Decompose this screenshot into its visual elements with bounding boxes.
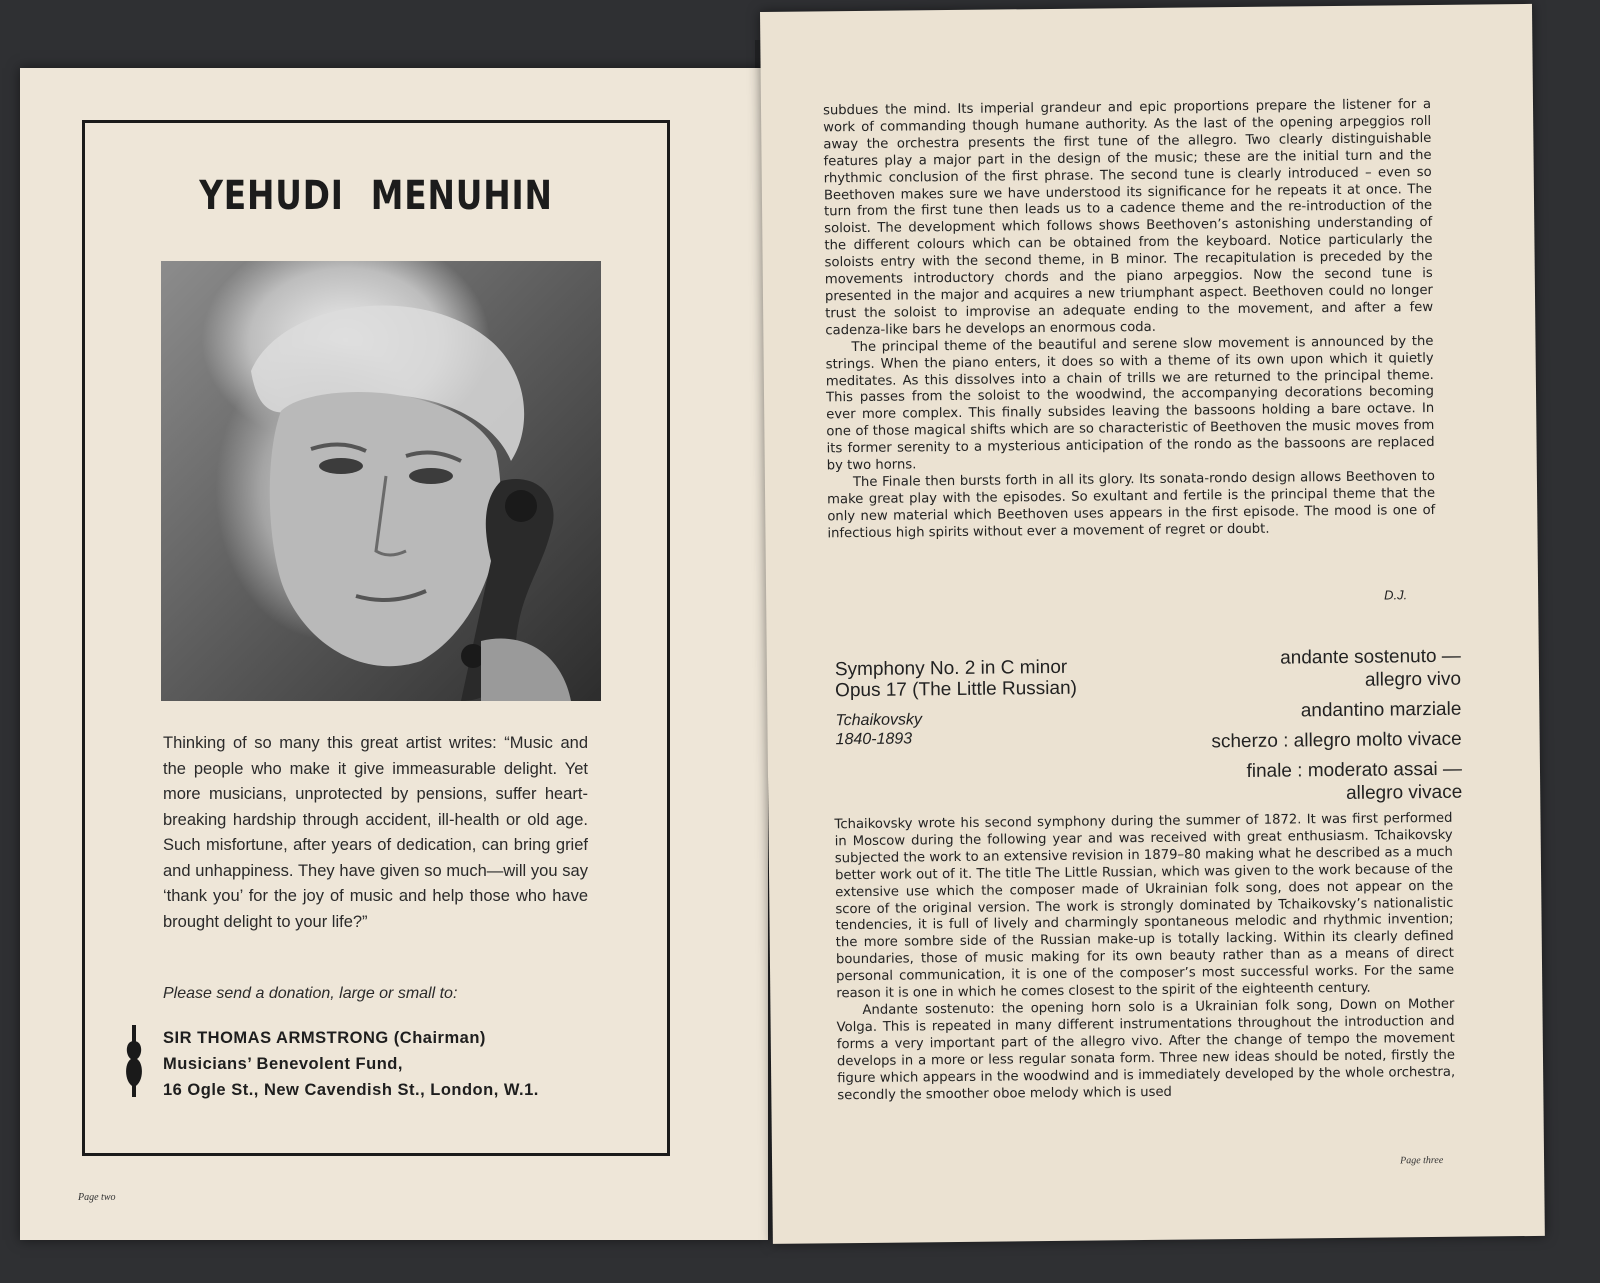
- beethoven-paragraph-2: The principal theme of the beautiful and serene slow movement is announced by the strings. When the piano enters, it does so with a theme of its own upon which it quietly meditates. As this dissolves into a chain of trills we are returned to the principal theme. This passes from the soloist to the woodwind, the accompanying decorations becoming ever more complex. This finally subsides leaving the bassoons holding a bare octave. In one of those magical shifts which are so characteristic of Beethoven the music moves from its former serenity to a mysterious anticipation of the rondo as the bassoons are replaced by two horns.: [825, 333, 1435, 474]
- address-line-3: 16 Ogle St., New Cavendish St., London, W.1.: [163, 1081, 539, 1099]
- movement-2: andantino marziale: [1300, 698, 1462, 722]
- violin-icon: [123, 1025, 145, 1097]
- movement-4b: allegro vivace: [1345, 781, 1463, 804]
- donation-request: Please send a donation, large or small to:: [163, 985, 458, 1002]
- composer-dates: 1840-1893: [835, 730, 913, 749]
- left-page: [20, 68, 768, 1240]
- tchaikovsky-paragraph-2: Andante sostenuto: the opening horn solo is a Ukrainian folk song, Down on Mother Volga. This is repeated in many different instrumentations throughout the introduction and forms a very important part of the allegro vivo. After the change of tempo the movement develops in a more or less regular sonata form. Three new ideas should be noted, firstly the figure which appears in the woodwind and is immediately developed by the whole orchestra, secondly the smoother oboe melody which is used: [836, 996, 1456, 1103]
- movement-3: scherzo : allegro molto vivace: [1211, 728, 1462, 753]
- work-title-line-2: Opus 17 (The Little Russian): [835, 677, 1078, 702]
- menuhin-portrait-photo: [161, 261, 601, 701]
- page-number-left: Page two: [78, 1192, 116, 1203]
- charity-advertisement: [82, 120, 670, 1156]
- appeal-text: Thinking of so many this great artist writes: “Music and the people who make it give immeasurable delight. Yet more musicians, unprotected by pensions, suffer heart-breaking hardship through accident, ill-health or old age. Such misfortune, after years of dedication, can bring grief and unhappiness. They have given so much—will you say ‘thank you’ for the joy of music and help those who have brought delight to your life?”: [163, 734, 588, 931]
- movement-list: [1210, 645, 1462, 807]
- address-line-1: SIR THOMAS ARMSTRONG (Chairman): [163, 1029, 486, 1047]
- beethoven-paragraph-1: subdues the mind. Its imperial grandeur and epic proportions prepare the listener for a work of commanding though humane authority. As the last of the opening arpeggios roll away the orchestra presents the first tune of the allegro. Two clearly distinguishable features play a major part in the design of the music; these are the initial turn and the rhythmic conclusion of the first phrase. The second tune is clearly introduced – even so Beethoven makes sure we have understood its significance for he repeats it at once. The turn from the first tune then leads us to a cadence theme and the re-introduction of the soloist. The development which follows shows Beethoven’s astonishing understanding of the different colours which can be obtained from the keyboard. Notice particularly the soloists entry with the second theme, in B minor. The recapitulation is preceded by the movements introductory chords and the piano arpeggios. Now the second tune is presented in the major and acquires a new triumphant aspect. Beethoven could no longer trust the soloist to improvise an adequate ending to the movement, and after a few cadenza-like bars he develops an enormous coda.: [822, 96, 1434, 339]
- tchaikovsky-paragraph-1: Tchaikovsky wrote his second symphony during the summer of 1872. It was first performed in Moscow during the following year and was received with great enthusiasm. Tchaikovsky subjected the work to an extensive revision in 1879–80 making what he described as a much better work out of it. The title The Little Russian, which was given to the work because of the extensive use which the composer made of Ukrainian folk song, does not appear on the score of the original version. The work is strongly dominated by Tchaikovsky’s nationalistic tendencies, it is full of lively and charmingly spontaneous melodic and rhythmic invention; the more sombre side of the Russian make-up is totally lacking. Within its clearly defined boundaries, those of music making for its own beauty rather than as a means of direct personal communication, it is one of the composer’s most successful works. For the same reason it is one in which he comes closest to the spirit of the eighteenth century.: [834, 810, 1455, 1002]
- beethoven-programme-notes: [823, 97, 1436, 543]
- work-title-line-1: Symphony No. 2 in C minor: [834, 656, 1068, 681]
- portrait-illustration: [161, 261, 601, 701]
- beethoven-paragraph-3: The Finale then bursts forth in all its glory. Its sonata-rondo design allows Beethoven to make great play with the episodes. So exultant and fertile is the principal theme that the only new material which Beethoven uses appears in the first episode. The mood is one of infectious high spirits without ever a movement of regret or doubt.: [827, 468, 1436, 541]
- address-line-2: Musicians’ Benevolent Fund,: [163, 1055, 403, 1073]
- movement-4a: finale : moderato assai —: [1246, 758, 1463, 782]
- right-page: [760, 4, 1545, 1244]
- work-title: [835, 657, 1077, 702]
- movement-1a: andante sostenuto —: [1280, 645, 1461, 669]
- composer-name: Tchaikovsky: [835, 711, 923, 730]
- movement-1b: allegro vivo: [1364, 668, 1462, 691]
- ad-title: YEHUDI MENUHIN: [199, 173, 553, 219]
- author-initials: D.J.: [1384, 587, 1408, 603]
- charity-address: [163, 1025, 539, 1103]
- page-number-right: Page three: [1400, 1154, 1444, 1167]
- tchaikovsky-programme-notes: [834, 811, 1455, 1105]
- composer-credit: [835, 710, 922, 749]
